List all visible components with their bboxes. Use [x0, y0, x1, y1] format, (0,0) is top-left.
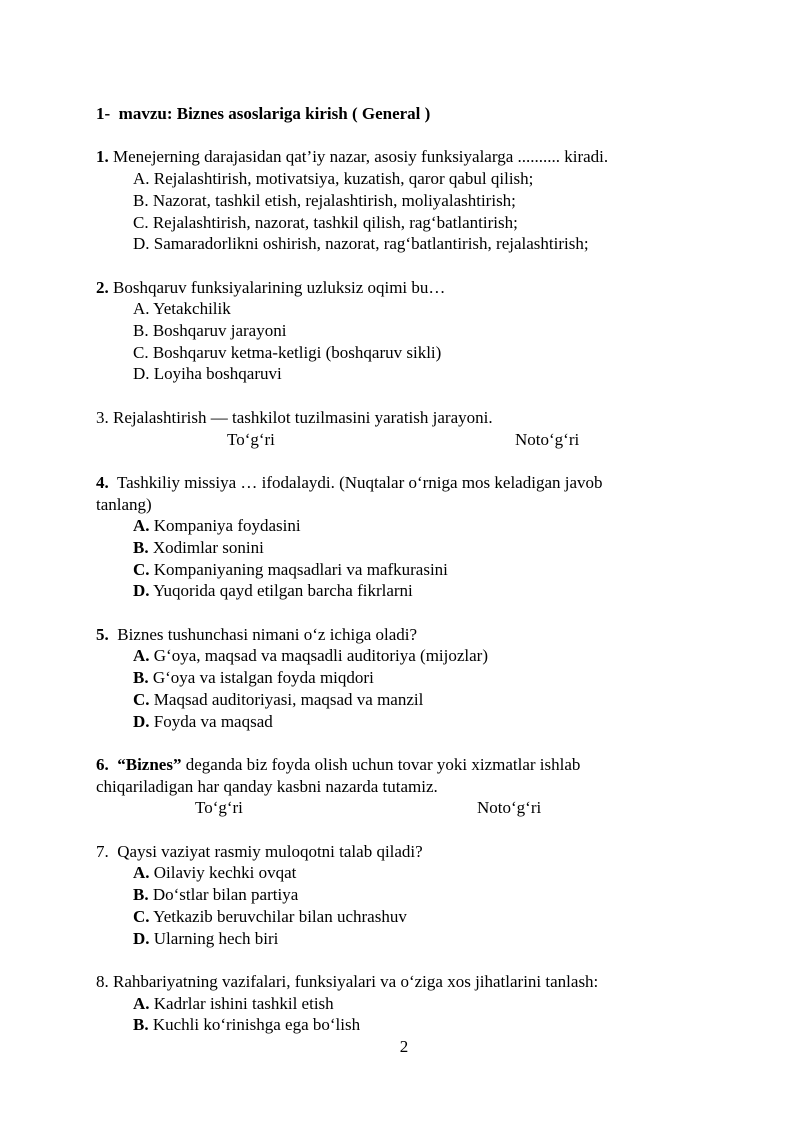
question-1 [96, 146, 712, 255]
option-letter: A. [133, 863, 150, 883]
question-6-text [96, 754, 712, 797]
question-4-text [96, 472, 712, 515]
question-5-option-a [133, 645, 712, 667]
option-text: Maqsad auditoriyasi, maqsad va manzil [149, 689, 424, 709]
question-1-number: 1. [96, 147, 109, 167]
question-3-true-false-row [96, 429, 712, 451]
option-letter: C. [133, 212, 149, 232]
question-8-number: 8. [96, 971, 109, 991]
question-1-option-b [133, 190, 712, 212]
option-text: Loyiha boshqaruvi [149, 364, 282, 384]
question-2-option-b [133, 320, 712, 342]
option-letter: D. [133, 711, 150, 731]
option-text: Doʻstlar bilan partiya [148, 885, 299, 905]
option-text: Yuqorida qayd etilgan barcha fikrlarni [149, 581, 413, 601]
option-letter: C. [133, 342, 149, 362]
option-letter: A. [133, 299, 150, 319]
question-6-body-line1: deganda biz foyda olish uchun tovar yoki xizmatlar ishlab [181, 754, 581, 774]
question-4-option-c [133, 559, 712, 581]
question-5-number: 5. [96, 624, 109, 644]
question-8-options [96, 993, 712, 1036]
option-letter: D. [133, 234, 150, 254]
question-6-bold-term: “Biznes” [117, 754, 182, 774]
option-letter: A. [133, 646, 150, 666]
question-4-option-a [133, 515, 712, 537]
question-7-option-a [133, 862, 712, 884]
option-letter: B. [133, 668, 149, 688]
question-7-option-b [133, 884, 712, 906]
option-text: Rejalashtirish, nazorat, tashkil qilish, ragʻbatlantirish; [148, 212, 518, 232]
option-text: Yetakchilik [149, 299, 231, 319]
question-6 [96, 754, 712, 819]
question-2-option-a [133, 298, 712, 320]
question-2-option-d [133, 363, 712, 385]
option-letter: B. [133, 885, 149, 905]
option-text: Kompaniya foydasini [149, 516, 301, 536]
question-1-body: Menejerning darajasidan qat’iy nazar, asosiy funksiyalarga .......... kiradi. [108, 147, 609, 167]
question-3-number: 3. [96, 407, 109, 427]
question-4-option-d [133, 580, 712, 602]
question-8-text [96, 971, 712, 993]
page-title: 1- mavzu: Biznes asoslariga kirish ( General ) [96, 104, 431, 123]
question-1-options [96, 168, 712, 255]
question-3-body: Rejalashtirish — tashkilot tuzilmasini yaratish jarayoni. [108, 407, 493, 427]
option-letter: B. [133, 1015, 149, 1035]
option-text: Nazorat, tashkil etish, rejalashtirish, moliyalashtirish; [148, 190, 516, 210]
question-4-body-line1: Tashkiliy missiya … ifodalaydi. (Nuqtalar oʻrniga mos keladigan javob [108, 472, 603, 492]
option-text: Foyda va maqsad [149, 711, 273, 731]
option-letter: A. [133, 993, 150, 1013]
question-8-option-a [133, 993, 712, 1015]
question-5-body: Biznes tushunchasi nimani oʻz ichiga oladi? [108, 624, 418, 644]
question-4-option-b [133, 537, 712, 559]
question-8-body: Rahbariyatning vazifalari, funksiyalari va oʻziga xos jihatlarini tanlash: [108, 971, 599, 991]
question-5-option-d [133, 711, 712, 733]
false-option: Notoʻgʻri [515, 429, 580, 449]
question-5 [96, 624, 712, 733]
question-5-text [96, 624, 712, 646]
question-5-option-b [133, 667, 712, 689]
question-4 [96, 472, 712, 602]
question-6-body-line2: chiqariladigan har qanday kasbni nazarda tutamiz. [96, 776, 438, 796]
question-4-number: 4. [96, 472, 109, 492]
page-number: 2 [399, 1037, 409, 1057]
question-7-options [96, 862, 712, 949]
option-text: Oilaviy kechki ovqat [149, 863, 297, 883]
option-text: Gʻoya, maqsad va maqsadli auditoriya (mijozlar) [149, 646, 489, 666]
question-2-text [96, 277, 712, 299]
question-2-options [96, 298, 712, 385]
question-7-option-d [133, 928, 712, 950]
question-2 [96, 277, 712, 386]
question-4-options [96, 515, 712, 602]
option-letter: C. [133, 559, 150, 579]
question-6-number: 6. [96, 754, 109, 774]
question-6-pre [109, 755, 118, 774]
question-2-number: 2. [96, 277, 109, 297]
question-2-body: Boshqaruv funksiyalarining uzluksiz oqimi bu… [108, 277, 446, 297]
question-7-body: Qaysi vaziyat rasmiy muloqotni talab qiladi? [108, 841, 423, 861]
option-letter: A. [133, 516, 150, 536]
question-1-option-c [133, 212, 712, 234]
option-letter: D. [133, 581, 150, 601]
question-1-option-a [133, 168, 712, 190]
question-8 [96, 971, 712, 1036]
true-option: Toʻgʻri [227, 429, 275, 449]
option-letter: B. [133, 537, 149, 557]
option-text: Kuchli koʻrinishga ega boʻlish [148, 1015, 361, 1035]
option-letter: C. [133, 906, 150, 926]
question-4-body-line2: tanlang) [96, 494, 152, 514]
option-letter: B. [133, 321, 149, 340]
option-letter: D. [133, 928, 150, 948]
question-1-text [96, 146, 712, 168]
document-page [96, 103, 712, 1058]
option-text: Kompaniyaning maqsadlari va mafkurasini [149, 559, 448, 579]
question-7 [96, 841, 712, 950]
false-option: Notoʻgʻri [477, 798, 542, 818]
option-text: Yetkazib beruvchilar bilan uchrashuv [149, 906, 407, 926]
question-3-text [96, 407, 712, 429]
question-6-true-false-row [96, 797, 712, 819]
option-text: Ularning hech biri [149, 928, 279, 948]
question-1-option-d [133, 233, 712, 255]
option-text: Boshqaruv ketma-ketligi (boshqaruv sikli) [148, 342, 442, 362]
question-5-option-c [133, 689, 712, 711]
option-text: Xodimlar sonini [148, 537, 264, 557]
question-7-option-c [133, 906, 712, 928]
option-text: Gʻoya va istalgan foyda miqdori [148, 668, 374, 688]
option-text: Rejalashtirish, motivatsiya, kuzatish, qaror qabul qilish; [149, 169, 534, 189]
question-7-text [96, 841, 712, 863]
question-2-option-c [133, 342, 712, 364]
option-text: Samaradorlikni oshirish, nazorat, ragʻbatlantirish, rejalashtirish; [149, 234, 589, 254]
option-text: Kadrlar ishini tashkil etish [149, 993, 334, 1013]
question-7-number: 7. [96, 841, 109, 861]
question-5-options [96, 645, 712, 732]
option-letter: D. [133, 364, 150, 384]
option-letter: C. [133, 689, 150, 709]
option-letter: A. [133, 169, 150, 189]
true-option: Toʻgʻri [195, 798, 243, 818]
question-8-option-b [133, 1014, 712, 1036]
question-3 [96, 407, 712, 450]
option-letter: B. [133, 190, 149, 210]
option-text: Boshqaruv jarayoni [148, 321, 287, 340]
